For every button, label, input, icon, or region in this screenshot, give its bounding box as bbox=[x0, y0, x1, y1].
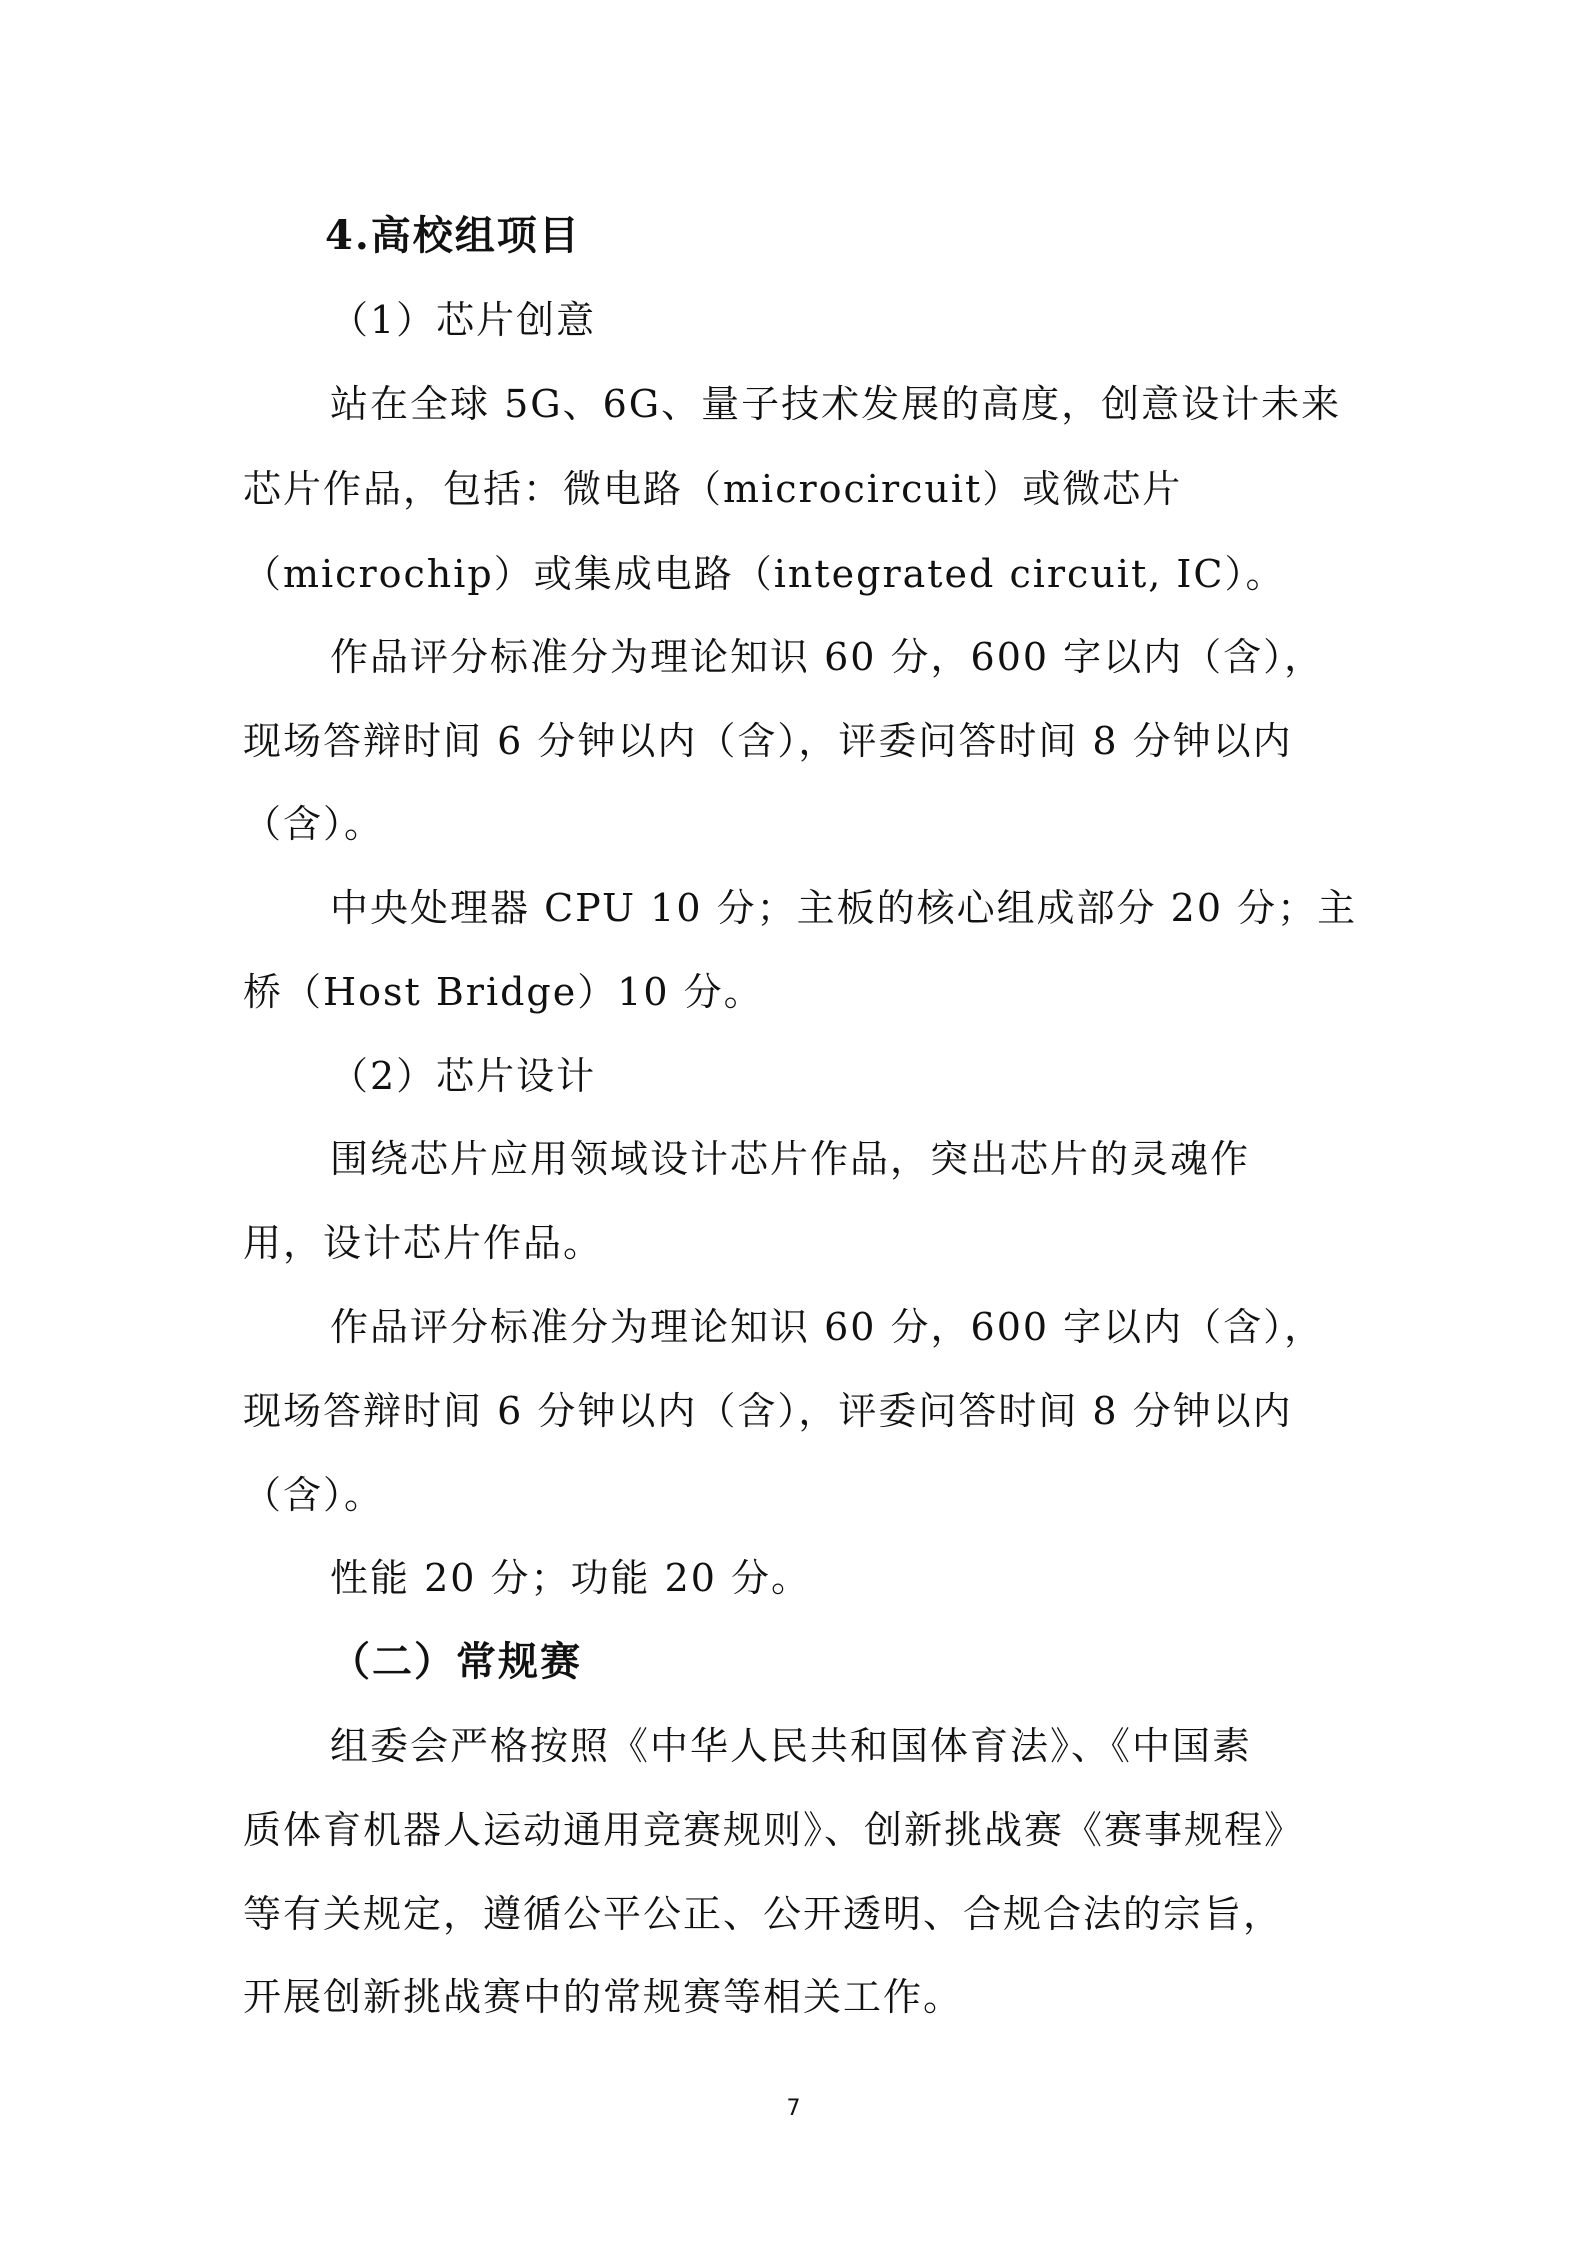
paragraph-line: （microchip）或集成电路（integrated circuit, IC）。 bbox=[243, 552, 1286, 596]
paragraph-line: 质体育机器人运动通用竞赛规则》、创新挑战赛《赛事规程》 bbox=[243, 1808, 1305, 1852]
paragraph-line: 中央处理器 CPU 10 分；主板的核心组成部分 20 分；主 bbox=[330, 886, 1358, 930]
paragraph-line: 芯片作品，包括：微电路（microcircuit）或微芯片 bbox=[243, 467, 1183, 511]
paragraph-line: 等有关规定，遵循公平公正、公开透明、合规合法的宗旨， bbox=[243, 1892, 1284, 1936]
paragraph-line: 用，设计芯片作品。 bbox=[243, 1221, 604, 1265]
paragraph-line: 性能 20 分；功能 20 分。 bbox=[330, 1556, 812, 1600]
paragraph-line: 现场答辩时间 6 分钟以内（含），评委问答时间 8 分钟以内 bbox=[243, 719, 1293, 763]
subheading-chip-design: （2）芯片设计 bbox=[330, 1054, 597, 1098]
page-number: 7 bbox=[786, 2096, 801, 2121]
section-heading-regular-competition: （二）常规赛 bbox=[330, 1638, 582, 1685]
paragraph-line: 作品评分标准分为理论知识 60 分，600 字以内（含）， bbox=[330, 1305, 1325, 1349]
section-heading-4: 4.高校组项目 bbox=[325, 212, 581, 259]
subheading-chip-creativity: （1）芯片创意 bbox=[330, 298, 597, 342]
paragraph-line: 围绕芯片应用领域设计芯片作品，突出芯片的灵魂作 bbox=[330, 1137, 1251, 1181]
paragraph-line: （含）。 bbox=[243, 802, 385, 846]
paragraph-line: 组委会严格按照《中华人民共和国体育法》、《中国素 bbox=[330, 1724, 1253, 1768]
paragraph-line: 作品评分标准分为理论知识 60 分，600 字以内（含）， bbox=[330, 635, 1325, 679]
paragraph-line: 桥（Host Bridge）10 分。 bbox=[243, 970, 764, 1014]
paragraph-line: （含）。 bbox=[243, 1473, 385, 1517]
paragraph-line: 站在全球 5G、6G、量子技术发展的高度，创意设计未来 bbox=[330, 382, 1342, 426]
paragraph-line: 开展创新挑战赛中的常规赛等相关工作。 bbox=[243, 1975, 964, 2019]
paragraph-line: 现场答辩时间 6 分钟以内（含），评委问答时间 8 分钟以内 bbox=[243, 1389, 1293, 1433]
